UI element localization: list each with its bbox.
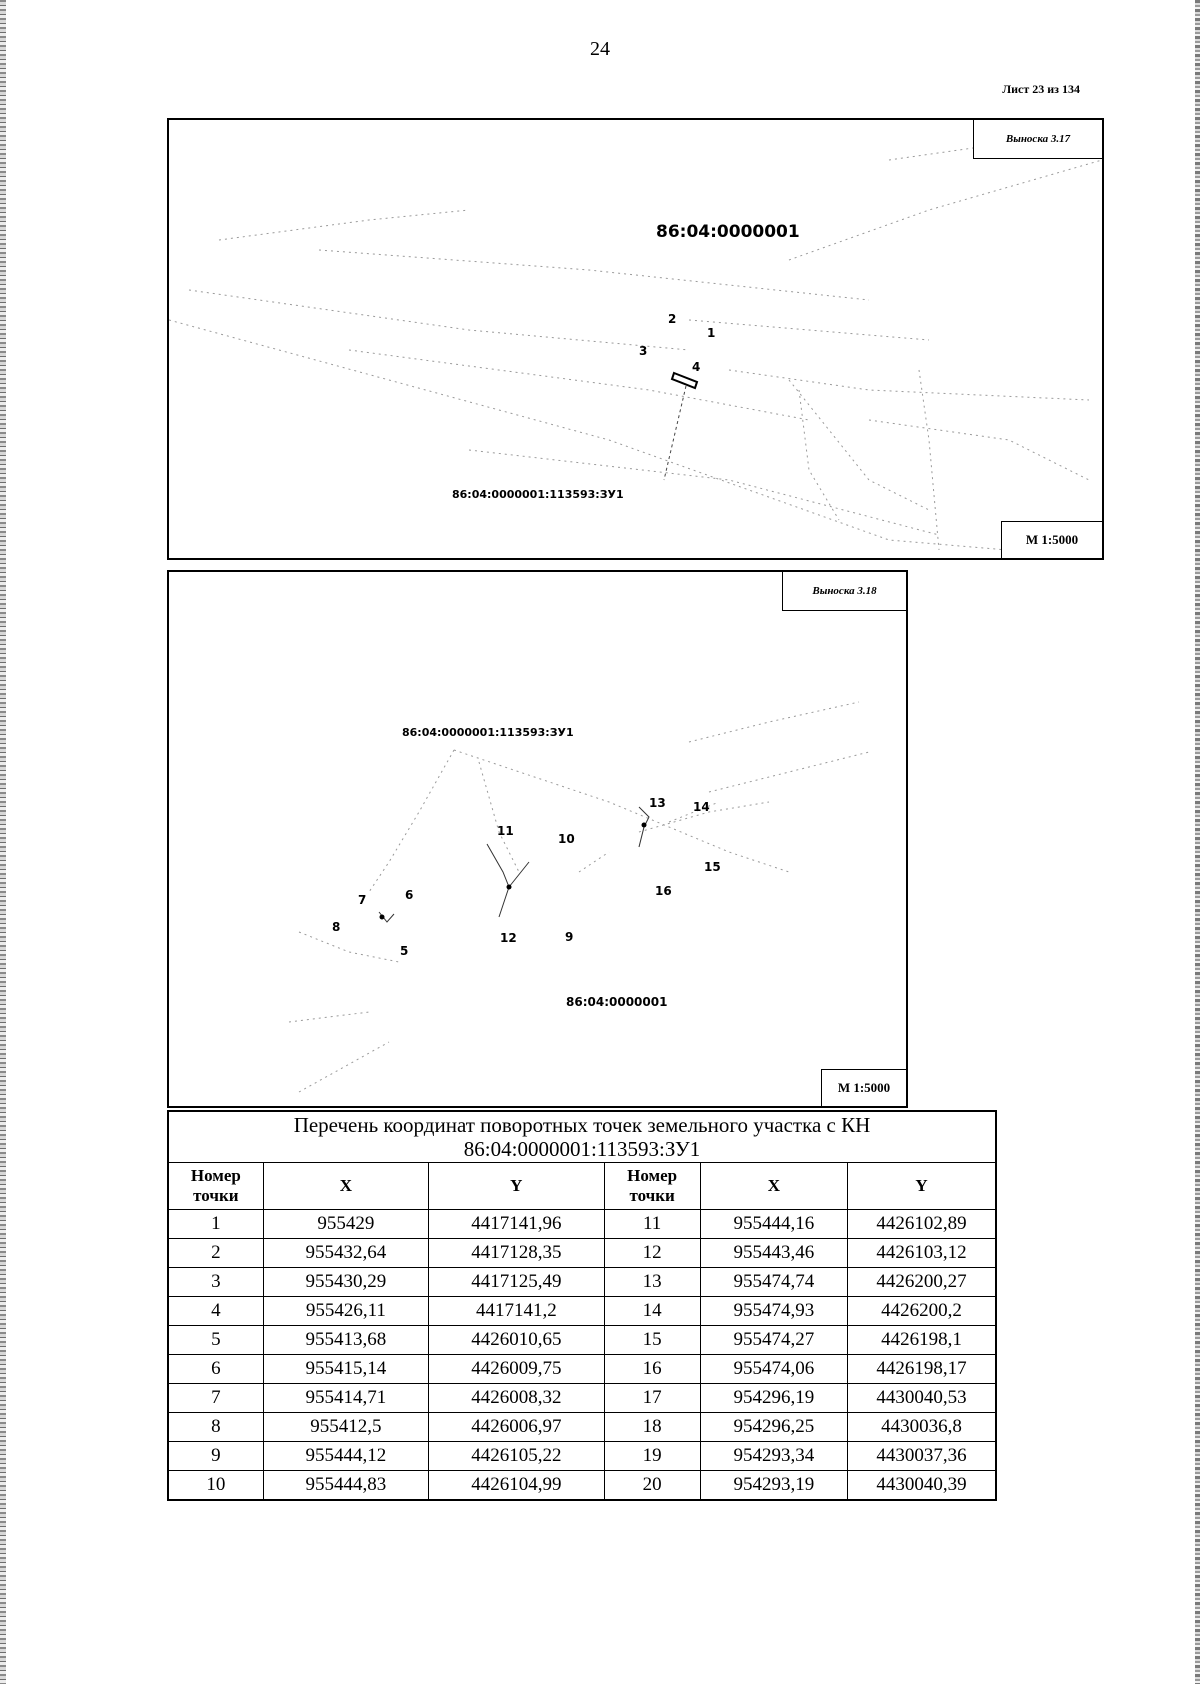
table-header-row [168,1163,996,1210]
column-header-y: Y [429,1163,604,1210]
table-row [168,1413,996,1442]
point-number-cell: 20 [604,1471,700,1501]
map-callout-3-17 [167,118,1104,560]
table-row [168,1471,996,1501]
table-row [168,1355,996,1384]
point-number-cell: 11 [604,1210,700,1239]
table-title-line-1: Перечень координат поворотных точек земельного участка с КН [293,1113,871,1137]
point-label-16: 16 [655,884,672,898]
scale-label: М 1:5000 [1001,521,1102,558]
point-label-10: 10 [558,832,575,846]
parcel-label: 86:04:0000001:113593:ЗУ1 [452,488,624,501]
point-label-7: 7 [358,893,367,907]
x-cell: 955432,64 [263,1239,428,1268]
point-number-cell: 9 [168,1442,263,1471]
x-cell: 955412,5 [263,1413,428,1442]
parcel-label: 86:04:0000001:113593:ЗУ1 [402,726,574,739]
y-cell: 4426200,27 [848,1268,996,1297]
y-cell: 4426009,75 [429,1355,604,1384]
point-number-cell: 5 [168,1326,263,1355]
point-number-cell: 8 [168,1413,263,1442]
point-label-12: 12 [500,931,517,945]
coordinates-table [167,1110,997,1501]
point-label-2: 2 [668,312,677,326]
x-cell: 954296,25 [700,1413,847,1442]
y-cell: 4426198,17 [848,1355,996,1384]
map-drawing-3-18 [169,572,906,1106]
point-label-1: 1 [707,326,716,340]
y-cell: 4417128,35 [429,1239,604,1268]
column-header-y: Y [848,1163,996,1210]
table-row [168,1268,996,1297]
y-cell: 4426103,12 [848,1239,996,1268]
point-number-cell: 4 [168,1297,263,1326]
x-cell: 955429 [263,1210,428,1239]
table-row [168,1442,996,1471]
table-title-row [168,1111,996,1163]
point-label-4: 4 [692,360,701,374]
point-number-cell: 13 [604,1268,700,1297]
scan-edge-left [0,0,6,1684]
table-row [168,1384,996,1413]
y-cell: 4417141,2 [429,1297,604,1326]
table-body [168,1210,996,1501]
scale-label: М 1:5000 [821,1069,906,1106]
point-number-cell: 18 [604,1413,700,1442]
table-row [168,1297,996,1326]
point-number-cell: 12 [604,1239,700,1268]
point-number-cell: 10 [168,1471,263,1501]
quarter-number-label: 86:04:0000001 [656,222,800,242]
column-header-x: X [700,1163,847,1210]
point-number-cell: 3 [168,1268,263,1297]
column-header-point-number: Номер точки [168,1163,263,1210]
point-number-cell: 16 [604,1355,700,1384]
table-title [168,1111,996,1163]
y-cell: 4426200,2 [848,1297,996,1326]
x-cell: 955430,29 [263,1268,428,1297]
map-callout-3-18 [167,570,908,1108]
callout-label: Выноска 3.17 [973,120,1102,159]
point-number-cell: 2 [168,1239,263,1268]
y-cell: 4426105,22 [429,1442,604,1471]
x-cell: 955444,83 [263,1471,428,1501]
point-label-3: 3 [639,344,648,358]
x-cell: 955443,46 [700,1239,847,1268]
y-cell: 4426008,32 [429,1384,604,1413]
point-label-11: 11 [497,824,514,838]
scan-edge-right [1195,0,1200,1684]
point-label-9: 9 [565,930,574,944]
point-label-15: 15 [704,860,721,874]
y-cell: 4426198,1 [848,1326,996,1355]
table-row [168,1326,996,1355]
column-header-point-number: Номер точки [604,1163,700,1210]
point-number-cell: 1 [168,1210,263,1239]
y-cell: 4426010,65 [429,1326,604,1355]
x-cell: 955474,74 [700,1268,847,1297]
x-cell: 955415,14 [263,1355,428,1384]
y-cell: 4430040,39 [848,1471,996,1501]
point-label-5: 5 [400,944,409,958]
x-cell: 955426,11 [263,1297,428,1326]
point-number-cell: 14 [604,1297,700,1326]
y-cell: 4426006,97 [429,1413,604,1442]
quarter-number-label: 86:04:0000001 [566,995,668,1009]
x-cell: 955474,93 [700,1297,847,1326]
x-cell: 955444,16 [700,1210,847,1239]
table-row [168,1239,996,1268]
x-cell: 954296,19 [700,1384,847,1413]
x-cell: 955414,71 [263,1384,428,1413]
point-number-cell: 19 [604,1442,700,1471]
x-cell: 955413,68 [263,1326,428,1355]
y-cell: 4430036,8 [848,1413,996,1442]
page-number: 24 [590,38,610,60]
point-label-8: 8 [332,920,341,934]
point-number-cell: 6 [168,1355,263,1384]
column-header-x: X [263,1163,428,1210]
point-number-cell: 15 [604,1326,700,1355]
y-cell: 4417125,49 [429,1268,604,1297]
y-cell: 4430037,36 [848,1442,996,1471]
point-label-6: 6 [405,888,414,902]
point-number-cell: 7 [168,1384,263,1413]
sheet-label: Лист 23 из 134 [1002,82,1080,96]
x-cell: 955474,27 [700,1326,847,1355]
x-cell: 954293,34 [700,1442,847,1471]
point-label-14: 14 [693,800,710,814]
callout-label: Выноска 3.18 [782,572,906,611]
y-cell: 4426104,99 [429,1471,604,1501]
x-cell: 954293,19 [700,1471,847,1501]
table-title-line-2: 86:04:0000001:113593:ЗУ1 [463,1137,701,1161]
y-cell: 4417141,96 [429,1210,604,1239]
table-row [168,1210,996,1239]
x-cell: 955474,06 [700,1355,847,1384]
x-cell: 955444,12 [263,1442,428,1471]
y-cell: 4430040,53 [848,1384,996,1413]
point-label-13: 13 [649,796,666,810]
point-number-cell: 17 [604,1384,700,1413]
map-drawing-3-17 [169,120,1102,558]
y-cell: 4426102,89 [848,1210,996,1239]
